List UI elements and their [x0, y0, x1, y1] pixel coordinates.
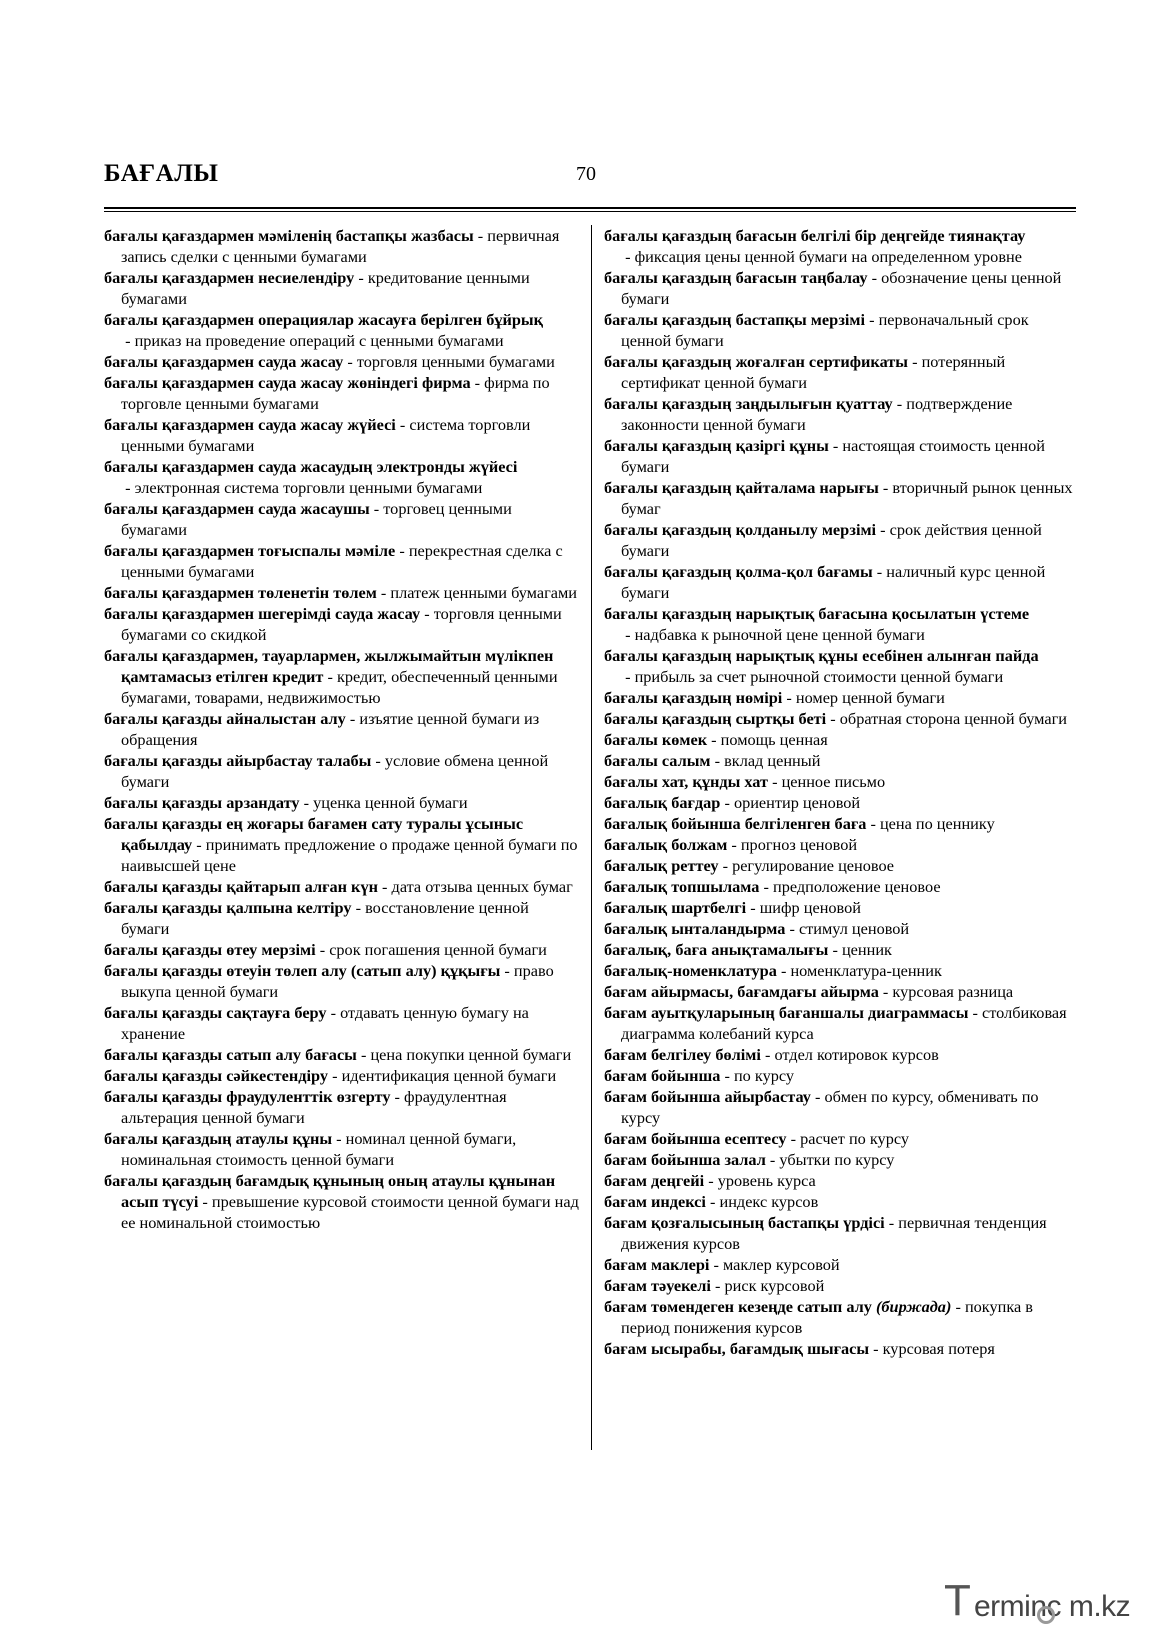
- entry-definition: маклер курсовой: [722, 1255, 840, 1274]
- entry-term: бағалы қағазды ең жоғары бағамен сату туралы ұсыныс қабылдау: [104, 814, 524, 854]
- entry-definition: ориентир ценовой: [733, 793, 861, 812]
- dictionary-entry: [104, 939, 580, 960]
- column-divider: [591, 225, 592, 1450]
- entry-definition: принимать предложение о продаже ценной бумаги по наивысшей цене: [121, 835, 578, 875]
- dictionary-entry: [104, 225, 580, 267]
- entry-term: бағам бойынша есептесу: [604, 1129, 787, 1148]
- entry-definition: подтверждение законности ценной бумаги: [621, 394, 1013, 434]
- entry-definition: восстановление ценной бумаги: [121, 898, 529, 938]
- entry-separator: -: [785, 919, 799, 938]
- dictionary-entry: [604, 1254, 1076, 1275]
- entry-separator: -: [826, 709, 840, 728]
- entry-definition: стимул ценовой: [798, 919, 910, 938]
- entry-definition: условие обмена ценной бумаги: [121, 751, 549, 791]
- entry-term: бағалық бойынша белгіленген баға: [604, 814, 867, 833]
- entry-term: бағалық ынталандырма: [604, 919, 786, 938]
- entry-separator: -: [326, 1003, 341, 1022]
- entry-term: бағам тәуекелі: [604, 1276, 711, 1295]
- dictionary-entry: [604, 1128, 1076, 1149]
- dictionary-entry: [604, 750, 1076, 771]
- dictionary-entry: [604, 708, 1076, 729]
- dictionary-entry: [604, 1086, 1076, 1128]
- dictionary-entry: [104, 309, 580, 351]
- entry-definition: ценное письмо: [781, 772, 886, 791]
- dictionary-entry: [104, 372, 580, 414]
- entry-separator: -: [710, 751, 725, 770]
- entry-definition: прибыль за счет рыночной стоимости ценной бумаги: [634, 667, 1004, 686]
- entry-term: бағалы қағаздың заңдылығын қуаттау: [604, 394, 893, 413]
- entry-separator: -: [371, 751, 385, 770]
- dictionary-entry: [604, 519, 1076, 561]
- entry-separator: -: [621, 667, 635, 686]
- left-column: [104, 225, 580, 1233]
- dictionary-entry: [104, 897, 580, 939]
- dictionary-entry: [104, 351, 580, 372]
- entry-term: бағалы қағазды фраудуленттік өзгерту: [104, 1087, 391, 1106]
- entry-term: бағалы қағаздың нарықтық құны есебінен алынған пайда: [604, 646, 1039, 665]
- dictionary-entry: [604, 792, 1076, 813]
- entry-term: бағалы қағазды айырбастау талабы: [104, 751, 372, 770]
- dictionary-entry: [104, 540, 580, 582]
- dictionary-entry: [104, 603, 580, 645]
- dictionary-entry: [604, 225, 1076, 267]
- entry-definition: курсовая разница: [892, 982, 1014, 1001]
- page-number: 70: [576, 163, 596, 185]
- entry-term: бағам индексі: [604, 1192, 706, 1211]
- entry-term: бағалық бағдар: [604, 793, 721, 812]
- entry-definition: идентификация ценной бумаги: [341, 1066, 557, 1085]
- dictionary-entry: [604, 771, 1076, 792]
- entry-definition: приказ на проведение операций с ценными бумагами: [134, 331, 504, 350]
- entry-definition: уровень курса: [717, 1171, 816, 1190]
- dictionary-entry: [604, 1149, 1076, 1170]
- entry-separator: -: [121, 331, 135, 350]
- entry-term: бағалы қағаздың бағасын белгілі бір деңгейде тиянақтау: [604, 226, 1026, 245]
- entry-term: бағалы көмек: [604, 730, 708, 749]
- entry-separator: -: [376, 583, 391, 602]
- entry-definition: торговля ценными бумагами со скидкой: [121, 604, 562, 644]
- dictionary-entry: [604, 897, 1076, 918]
- entry-term: бағалық топшылама: [604, 877, 760, 896]
- dictionary-entry: [104, 1044, 580, 1065]
- entry-definition: цена по ценнику: [879, 814, 995, 833]
- entry-definition: расчет по курсу: [800, 1129, 909, 1148]
- entry-separator: -: [884, 1213, 899, 1232]
- dictionary-entry: [104, 1170, 580, 1233]
- entry-separator: -: [878, 982, 893, 1001]
- dictionary-entry: [604, 1338, 1076, 1359]
- entry-separator: -: [369, 499, 384, 518]
- entry-term: бағалы қағаздың сыртқы беті: [604, 709, 827, 728]
- entry-term: бағалы қағаздың қазіргі құны: [604, 436, 829, 455]
- entry-term: бағам бойынша: [604, 1066, 721, 1085]
- dictionary-entry: [104, 267, 580, 309]
- entry-definition: первоначальный срок ценной бумаги: [621, 310, 1029, 350]
- header-rule-thin: [104, 211, 1076, 212]
- entry-separator: -: [323, 667, 337, 686]
- entry-definition: наличный курс ценной бумаги: [621, 562, 1046, 602]
- entry-term: бағам қозғалысының бастапқы үрдісі: [604, 1213, 885, 1232]
- entry-definition: фиксация цены ценной бумаги на определенном уровне: [634, 247, 1022, 266]
- entry-term: бағалы қағаздың бағамдық құнының оның атаулы құнынан асып түсуі: [104, 1171, 556, 1211]
- entry-separator: -: [908, 352, 922, 371]
- entry-separator: -: [395, 415, 410, 434]
- entry-definition: право выкупа ценной бумаги: [121, 961, 554, 1001]
- entry-definition: столбиковая диаграмма колебаний курса: [621, 1003, 1067, 1043]
- dictionary-entry: [604, 645, 1076, 687]
- dictionary-entry: [104, 582, 580, 603]
- dictionary-entry: [604, 981, 1076, 1002]
- entry-definition: ценник: [841, 940, 892, 959]
- entry-separator: -: [878, 478, 893, 497]
- entry-definition: предположение ценовое: [772, 877, 941, 896]
- header-rule-thick: [104, 207, 1076, 209]
- entry-term: бағалы қағазды қайтарып алған күн: [104, 877, 378, 896]
- entry-separator: -: [621, 625, 635, 644]
- entry-term: бағам айырмасы, бағамдағы айырма: [604, 982, 879, 1001]
- dictionary-entry: [104, 498, 580, 540]
- entry-separator: -: [760, 1045, 775, 1064]
- entry-term: бағалы қағаздың қолданылу мерзімі: [604, 520, 877, 539]
- entry-term: бағалы қағаздармен сауда жасау жөніндегі фирма: [104, 373, 471, 392]
- entry-separator: -: [351, 898, 366, 917]
- entry-separator: -: [727, 835, 741, 854]
- entry-definition: по курсу: [733, 1066, 795, 1085]
- entry-definition: платеж ценными бумагами: [390, 583, 577, 602]
- entry-term: бағалы қағаздармен шегерімді сауда жасау: [104, 604, 421, 623]
- entry-separator: -: [810, 1087, 825, 1106]
- site-logo[interactable]: [944, 1576, 1144, 1632]
- dictionary-entry: [604, 477, 1076, 519]
- entry-term: бағалы қағаздың қайталама нарығы: [604, 478, 879, 497]
- entry-term: бағалық-номенклатура: [604, 961, 777, 980]
- dictionary-entry: [104, 1065, 580, 1086]
- entry-separator: -: [709, 1255, 723, 1274]
- dictionary-entry: [604, 1191, 1076, 1212]
- entry-term: бағалы қағаздың нарықтық бағасына қосылатын үстеме: [604, 604, 1030, 623]
- entry-separator: -: [500, 961, 514, 980]
- header-word: БАҒАЛЫ: [104, 160, 219, 187]
- dictionary-entry: [104, 1128, 580, 1170]
- entry-separator: -: [869, 1339, 883, 1358]
- dictionary-entry: [104, 1002, 580, 1044]
- entry-term: бағам бойынша айырбастау: [604, 1087, 811, 1106]
- dictionary-entry: [604, 813, 1076, 834]
- dictionary-entry: [604, 855, 1076, 876]
- dictionary-entry: [604, 960, 1076, 981]
- entry-term: бағалы қағазды өтеу мерзімі: [104, 940, 316, 959]
- entry-term: бағам ауытқуларының бағаншалы диаграммасы: [604, 1003, 969, 1022]
- entry-term: бағалы қағаздармен несиелендіру: [104, 268, 355, 287]
- entry-term: бағам деңгейі: [604, 1171, 705, 1190]
- entry-term: бағалы қағаздармен операциялар жасауға берілген бұйрық: [104, 310, 544, 329]
- entry-definition: дата отзыва ценных бумаг: [391, 877, 573, 896]
- right-column: [604, 225, 1076, 1359]
- entry-definition: регулирование ценовое: [732, 856, 895, 875]
- entry-definition: фраудулентная альтерация ценной бумаги: [121, 1087, 507, 1127]
- entry-definition: настоящая стоимость ценной бумаги: [621, 436, 1045, 476]
- entry-separator: -: [951, 1297, 965, 1316]
- entry-separator: -: [356, 1045, 371, 1064]
- dictionary-entry: [104, 960, 580, 1002]
- entry-definition: потерянный сертификат ценной бумаги: [621, 352, 1006, 392]
- entry-definition: электронная система торговли ценными бумагами: [134, 478, 483, 497]
- dictionary-entry: [104, 813, 580, 876]
- entry-term: бағам бойынша залал: [604, 1150, 766, 1169]
- entry-separator: -: [865, 310, 879, 329]
- entry-term: бағалық болжам: [604, 835, 728, 854]
- entry-separator: -: [867, 268, 882, 287]
- entry-separator: -: [328, 1066, 342, 1085]
- logo-ring-icon: [1037, 1606, 1055, 1624]
- entry-separator: -: [299, 793, 314, 812]
- dictionary-entry: [104, 414, 580, 456]
- entry-term: бағалы қағазды сәйкестендіру: [104, 1066, 329, 1085]
- entry-separator: -: [876, 520, 890, 539]
- dictionary-entry: [604, 876, 1076, 897]
- entry-definition: кредитование ценными бумагами: [121, 268, 530, 308]
- entry-definition: отдел котировок курсов: [774, 1045, 939, 1064]
- dictionary-entry: [104, 876, 580, 897]
- entry-definition: перекрестная сделка с ценными бумагами: [121, 541, 563, 581]
- entry-separator: -: [420, 604, 434, 623]
- entry-separator: -: [315, 940, 330, 959]
- dictionary-entry: [604, 309, 1076, 351]
- dictionary-entry: [104, 1086, 580, 1128]
- entry-separator: -: [710, 1276, 725, 1295]
- entry-separator: -: [786, 1129, 801, 1148]
- entry-separator: -: [707, 730, 721, 749]
- entry-definition: обмен по курсу, обменивать по курсу: [621, 1087, 1039, 1127]
- entry-term: бағалы қағаздармен тоғыспалы мәміле: [104, 541, 396, 560]
- entry-term: бағам ысырабы, бағамдық шығасы: [604, 1339, 870, 1358]
- entry-separator: -: [968, 1003, 983, 1022]
- entry-definition: первичная тенденция движения курсов: [621, 1213, 1047, 1253]
- entry-definition: фирма по торговле ценными бумагами: [121, 373, 550, 413]
- entry-term: бағалы қағазды өтеуін төлеп алу (сатып алу) құқығы: [104, 961, 501, 980]
- entry-definition: индекс курсов: [719, 1192, 819, 1211]
- entry-separator: -: [782, 688, 796, 707]
- entry-definition: покупка в период понижения курсов: [621, 1297, 1033, 1337]
- entry-separator: -: [828, 436, 843, 455]
- entry-term: бағалы қағаздың бағасын таңбалау: [604, 268, 868, 287]
- dictionary-entry: [604, 351, 1076, 393]
- entry-definition: кредит, обеспеченный ценными бумагами, товарами, недвижимостью: [121, 667, 558, 707]
- dictionary-entry: [604, 1170, 1076, 1191]
- entry-separator: -: [470, 373, 485, 392]
- entry-definition: превышение курсовой стоимости ценной бумаги над ее номинальной стоимостью: [121, 1192, 579, 1232]
- entry-separator: -: [343, 352, 357, 371]
- entry-definition: курсовая потеря: [882, 1339, 995, 1358]
- dictionary-entry: [104, 708, 580, 750]
- entry-definition: система торговли ценными бумагами: [121, 415, 531, 455]
- entry-separator: -: [746, 898, 760, 917]
- entry-separator: -: [872, 562, 887, 581]
- entry-separator: -: [866, 814, 880, 833]
- entry-definition: торговец ценными бумагами: [121, 499, 512, 539]
- entry-term: бағалы қағаздармен сауда жасаудың электронды жүйесі: [104, 457, 518, 476]
- entry-term: бағам белгілеу бөлімі: [604, 1045, 761, 1064]
- entry-separator: -: [776, 961, 791, 980]
- dictionary-entry: [104, 750, 580, 792]
- dictionary-entry: [604, 687, 1076, 708]
- entry-term: бағалық шартбелгі: [604, 898, 747, 917]
- entry-separator: -: [705, 1192, 720, 1211]
- logo-text: erminc m.kz: [974, 1590, 1131, 1623]
- entry-term: бағалы қағазды қалпына келтіру: [104, 898, 352, 917]
- entry-separator: -: [720, 793, 734, 812]
- entry-definition: риск курсовой: [724, 1276, 825, 1295]
- entry-term: бағалы қағаздың атаулы құны: [104, 1129, 333, 1148]
- entry-definition: номинал ценной бумаги, номинальная стоимость ценной бумаги: [121, 1129, 517, 1169]
- entry-definition: вторичный рынок ценных бумаг: [621, 478, 1073, 518]
- entry-term: бағалы қағаздың қолма-қол бағамы: [604, 562, 873, 581]
- dictionary-entry: [604, 561, 1076, 603]
- dictionary-entry: [104, 792, 580, 813]
- dictionary-entry: [104, 645, 580, 708]
- logo-letter-t: T: [944, 1576, 971, 1625]
- entry-separator: -: [332, 1129, 346, 1148]
- entry-separator: -: [377, 877, 392, 896]
- entry-term: бағалық, баға анықтамалығы: [604, 940, 829, 959]
- entry-separator: -: [198, 1192, 212, 1211]
- entry-term: бағалы салым: [604, 751, 711, 770]
- entry-term: бағам маклері: [604, 1255, 710, 1274]
- entry-term: бағалы қағаздармен сауда жасаушы: [104, 499, 370, 518]
- dictionary-entry: [604, 1002, 1076, 1044]
- dictionary-entry: [104, 456, 580, 498]
- entry-note: (биржада): [875, 1297, 952, 1316]
- dictionary-entry: [604, 1065, 1076, 1086]
- entry-separator: -: [395, 541, 409, 560]
- dictionary-entry: [604, 603, 1076, 645]
- dictionary-entry: [604, 918, 1076, 939]
- entry-separator: -: [390, 1087, 405, 1106]
- entry-definition: отдавать ценную бумагу на хранение: [121, 1003, 529, 1043]
- entry-term: бағалы қағаздың бастапқы мерзімі: [604, 310, 866, 329]
- entry-separator: -: [828, 940, 842, 959]
- entry-definition: убытки по курсу: [779, 1150, 895, 1169]
- entry-term: бағалық реттеу: [604, 856, 719, 875]
- dictionary-entry: [604, 1044, 1076, 1065]
- entry-definition: номенклатура-ценник: [790, 961, 942, 980]
- entry-definition: надбавка к рыночной цене ценной бумаги: [634, 625, 925, 644]
- entry-separator: -: [121, 478, 135, 497]
- entry-term: бағалы қағаздармен сауда жасау жүйесі: [104, 415, 396, 434]
- dictionary-entry: [604, 267, 1076, 309]
- entry-definition: номер ценной бумаги: [795, 688, 945, 707]
- entry-separator: -: [704, 1171, 718, 1190]
- entry-definition: прогноз ценовой: [740, 835, 858, 854]
- dictionary-entry: [604, 834, 1076, 855]
- entry-separator: -: [892, 394, 907, 413]
- entry-separator: -: [718, 856, 733, 875]
- entry-definition: вклад ценный: [724, 751, 821, 770]
- entry-separator: -: [720, 1066, 734, 1085]
- entry-term: бағалы қағаздармен сауда жасау: [104, 352, 344, 371]
- dictionary-entry: [604, 1296, 1076, 1338]
- dictionary-entry: [604, 939, 1076, 960]
- entry-term: бағалы қағаздармен мәміленің бастапқы жазбасы: [104, 226, 474, 245]
- entry-term: бағалы қағазды айналыстан алу: [104, 709, 346, 728]
- dictionary-entry: [604, 393, 1076, 435]
- entry-definition: помощь ценная: [720, 730, 828, 749]
- entry-separator: -: [765, 1150, 780, 1169]
- entry-separator: -: [759, 877, 773, 896]
- entry-separator: -: [354, 268, 368, 287]
- dictionary-entry: [604, 1275, 1076, 1296]
- entry-separator: -: [345, 709, 360, 728]
- entry-term: бағалы қағазды сатып алу бағасы: [104, 1045, 357, 1064]
- entry-term: бағам төмендеген кезеңде сатып алу: [604, 1297, 872, 1316]
- entry-definition: обратная сторона ценной бумаги: [839, 709, 1067, 728]
- entry-definition: срок действия ценной бумаги: [621, 520, 1042, 560]
- entry-definition: первичная запись сделки с ценными бумагами: [121, 226, 560, 266]
- entry-term: бағалы қағаздармен, тауарлармен, жылжымайтын мүлікпен қамтамасыз етілген кредит: [104, 646, 554, 686]
- dictionary-entry: [604, 1212, 1076, 1254]
- entry-separator: -: [192, 835, 206, 854]
- entry-definition: цена покупки ценной бумаги: [370, 1045, 572, 1064]
- dictionary-entry: [604, 435, 1076, 477]
- entry-term: бағалы қағазды сақтауға беру: [104, 1003, 327, 1022]
- entry-separator: -: [473, 226, 488, 245]
- entry-separator: -: [621, 247, 635, 266]
- entry-definition: уценка ценной бумаги: [313, 793, 468, 812]
- entry-term: бағалы қағаздың нөмірі: [604, 688, 783, 707]
- entry-term: бағалы қағаздармен төленетін төлем: [104, 583, 377, 602]
- entry-definition: изъятие ценной бумаги из обращения: [121, 709, 540, 749]
- entry-definition: шифр ценовой: [759, 898, 861, 917]
- dictionary-entry: [604, 729, 1076, 750]
- entry-definition: обозначение цены ценной бумаги: [621, 268, 1062, 308]
- entry-term: бағалы хат, құнды хат: [604, 772, 768, 791]
- entry-definition: срок погашения ценной бумаги: [329, 940, 547, 959]
- entry-term: бағалы қағазды арзандату: [104, 793, 300, 812]
- entry-separator: -: [768, 772, 782, 791]
- entry-term: бағалы қағаздың жоғалған сертификаты: [604, 352, 908, 371]
- entry-definition: торговля ценными бумагами: [356, 352, 555, 371]
